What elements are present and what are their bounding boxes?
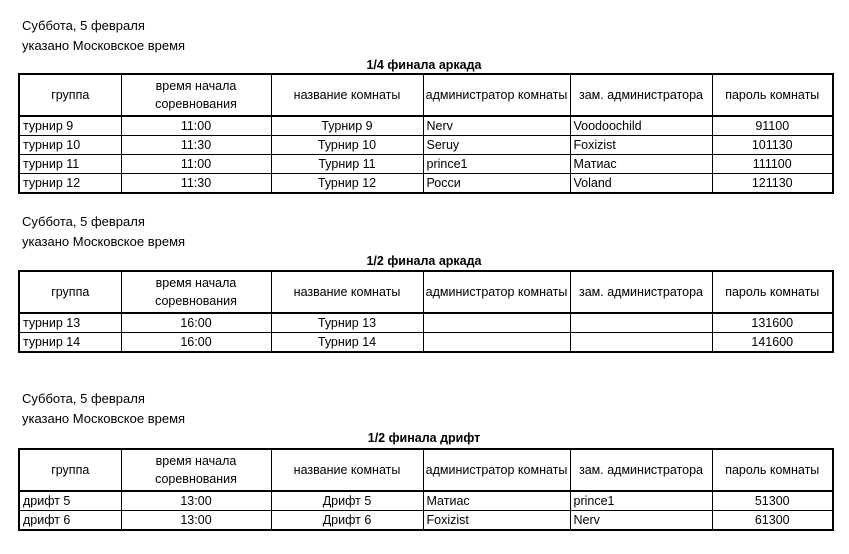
column-header: название комнаты (271, 450, 423, 491)
table-cell: турнир 14 (20, 333, 121, 352)
table-cell: турнир 9 (20, 116, 121, 136)
timezone-line: указано Московское время (22, 234, 186, 249)
table-cell: 141600 (751, 335, 794, 349)
column-header: пароль комнаты (712, 75, 832, 116)
header-row (20, 450, 832, 491)
schedule-grid (20, 450, 832, 529)
column-header: время начала соревнования (121, 75, 271, 116)
table-cell: Матиас (423, 491, 570, 511)
column-header: название комнаты (271, 75, 423, 116)
table-cell: Foxizist (570, 136, 712, 155)
column-header: пароль комнаты (712, 272, 832, 313)
table-cell: Foxizist (423, 511, 570, 530)
table-cell: дрифт 5 (20, 491, 121, 511)
table-cell: 13:00 (121, 511, 271, 530)
schedule-table (18, 270, 834, 353)
column-header: группа (20, 75, 121, 116)
table-cell: Дрифт 5 (271, 491, 423, 511)
table-cell (570, 333, 712, 352)
table-cell (570, 313, 712, 333)
column-header: группа (20, 272, 121, 313)
date-line: Суббота, 5 февраля (22, 391, 145, 406)
table-row (20, 116, 832, 136)
table-row (20, 136, 832, 155)
table-cell: Турнир 11 (271, 155, 423, 174)
table-cell: 11:00 (121, 155, 271, 174)
table-cell: Турнир 12 (271, 174, 423, 193)
date-line: Суббота, 5 февраля (22, 214, 145, 229)
column-header: пароль комнаты (712, 450, 832, 491)
column-header: время начала соревнования (121, 272, 271, 313)
table-row (20, 491, 832, 511)
header-row (20, 75, 832, 116)
table-cell (423, 333, 570, 352)
table-row (20, 511, 832, 530)
table-cell: Матиас (570, 155, 712, 174)
table-row (20, 333, 832, 352)
table-cell: Турнир 9 (271, 116, 423, 136)
column-header: администратор комнаты (423, 450, 570, 491)
schedule-table (18, 448, 834, 531)
table-cell: Росси (423, 174, 570, 193)
table-cell: турнир 13 (20, 313, 121, 333)
table-cell: 11:00 (121, 116, 271, 136)
table-row (20, 155, 832, 174)
table-cell: Seruy (423, 136, 570, 155)
schedule-grid (20, 75, 832, 192)
table-cell: Voland (570, 174, 712, 193)
table-cell: 16:00 (121, 333, 271, 352)
schedule-grid (20, 272, 832, 351)
table-cell: Дрифт 6 (271, 511, 423, 530)
table-cell: prince1 (570, 491, 712, 511)
column-header: группа (20, 450, 121, 491)
section-title: 1/2 финала аркада (366, 254, 482, 268)
table-cell: дрифт 6 (20, 511, 121, 530)
timezone-line: указано Московское время (22, 411, 186, 426)
header-row (20, 272, 832, 313)
table-cell: турнир 11 (20, 155, 121, 174)
table-cell: 131600 (712, 313, 832, 333)
section-title: 1/2 финала дрифт (367, 431, 481, 445)
date-line: Суббота, 5 февраля (22, 18, 145, 33)
table-cell: 91100 (712, 116, 832, 136)
table-cell: 61300 (754, 513, 790, 527)
table-cell: турнир 12 (20, 174, 121, 193)
timezone-line: указано Московское время (22, 38, 186, 53)
table-cell: 11:30 (121, 174, 271, 193)
table-cell: Турнир 13 (271, 313, 423, 333)
table-cell: 13:00 (121, 491, 271, 511)
table-cell: Voodoochild (570, 116, 712, 136)
column-header: время начала соревнования (121, 450, 271, 491)
table-row (20, 313, 832, 333)
table-cell: prince1 (423, 155, 570, 174)
column-header: зам. администратора (570, 450, 712, 491)
table-cell: Турнир 14 (271, 333, 423, 352)
table-cell: 111100 (712, 155, 832, 174)
schedule-table (18, 73, 834, 194)
table-cell: 121130 (751, 176, 793, 190)
section-title: 1/4 финала аркада (366, 58, 482, 72)
column-header: зам. администратора (570, 75, 712, 116)
table-cell (423, 313, 570, 333)
table-cell: турнир 10 (20, 136, 121, 155)
section-2-intro (22, 212, 185, 252)
column-header: название комнаты (271, 272, 423, 313)
table-cell: 16:00 (121, 313, 271, 333)
table-cell: Nerv (423, 116, 570, 136)
table-cell: 11:30 (121, 136, 271, 155)
section-3-intro (22, 389, 185, 429)
table-row (20, 174, 832, 193)
section-1-intro (22, 16, 185, 56)
column-header: администратор комнаты (423, 75, 570, 116)
table-cell: Nerv (570, 511, 712, 530)
table-cell: Турнир 10 (271, 136, 423, 155)
column-header: зам. администратора (570, 272, 712, 313)
table-cell: 51300 (712, 491, 832, 511)
column-header: администратор комнаты (423, 272, 570, 313)
table-cell: 101130 (712, 136, 832, 155)
